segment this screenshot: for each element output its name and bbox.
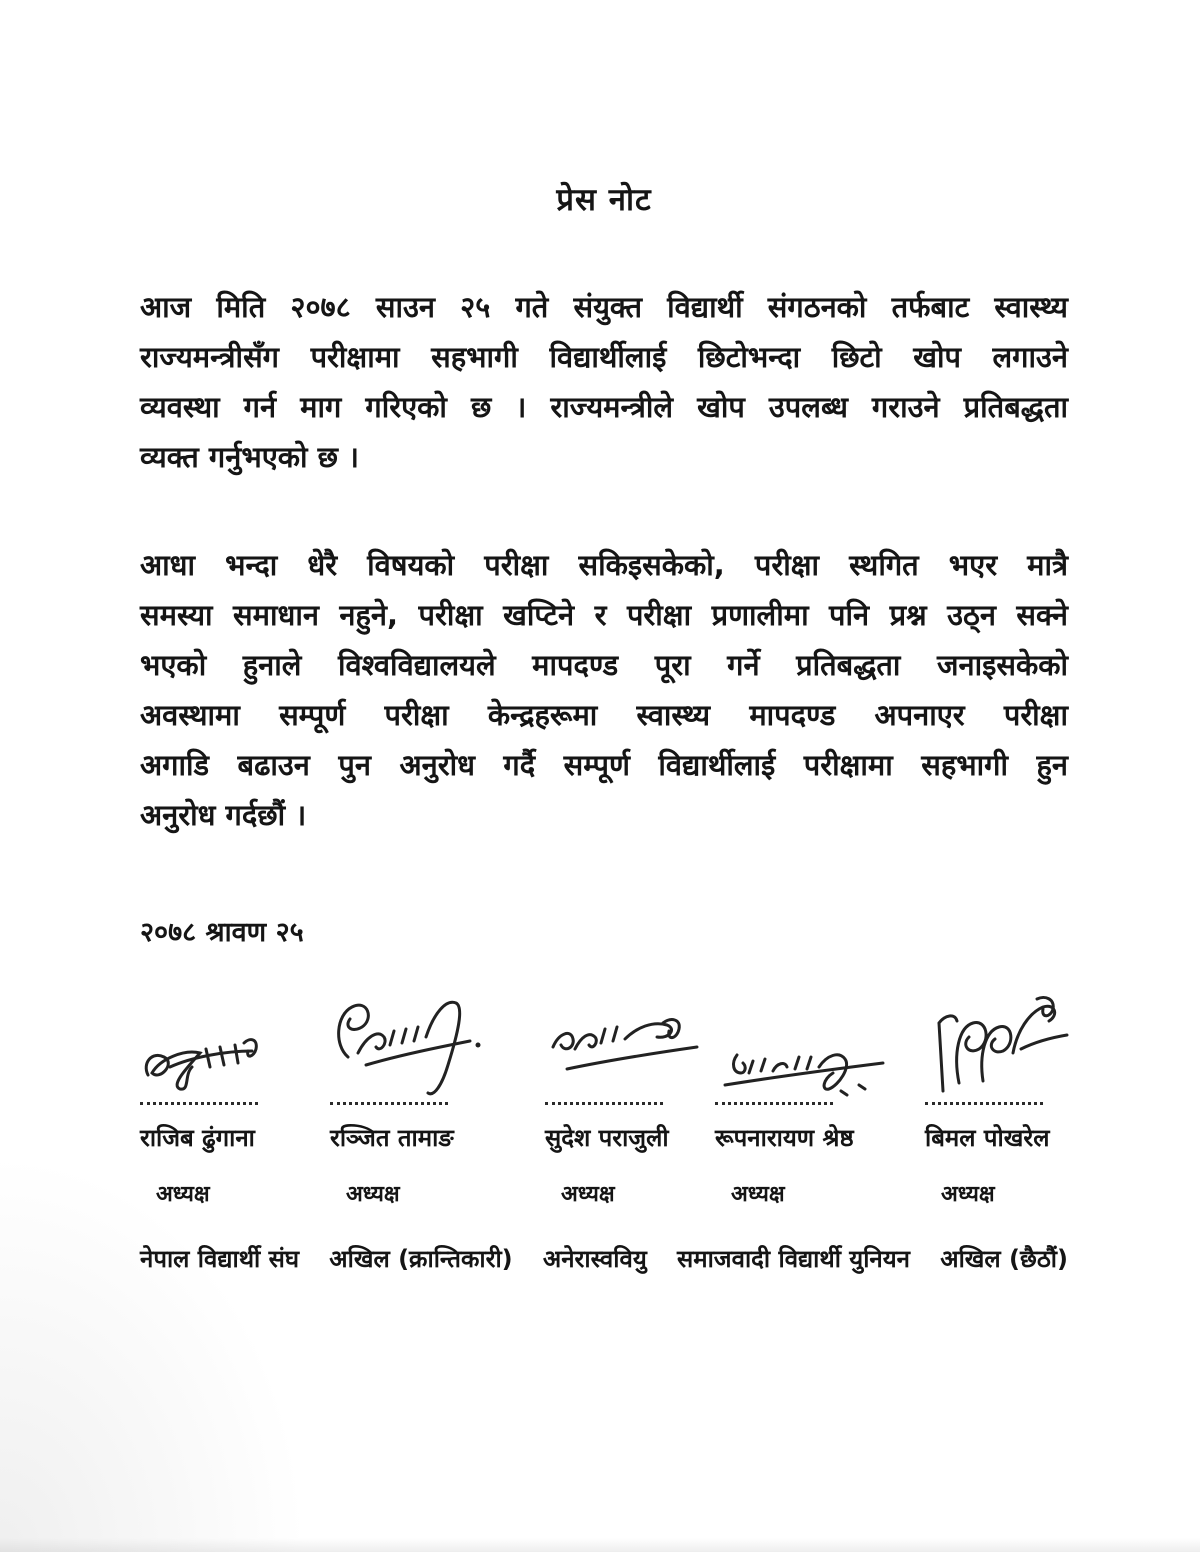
signer-name: राजिब ढुंगाना xyxy=(140,1124,255,1152)
signature-cell xyxy=(330,995,545,1105)
paragraph-line: अगाडि बढाउन पुन अनुरोध गर्दै सम्पूर्ण विद्यार्थीलाई परीक्षामा सहभागी हुन xyxy=(140,748,1068,782)
organization-name: अखिल (छैठौं) xyxy=(940,1245,1068,1273)
paragraph-1 xyxy=(140,282,1068,482)
signature-4-icon xyxy=(715,1033,900,1103)
signer-role: अध्यक्ष xyxy=(156,1182,210,1207)
paragraph-line: भएको हुनाले विश्वविद्यालयले मापदण्ड पूरा गर्ने प्रतिबद्धता जनाइसकेको xyxy=(140,648,1068,682)
signer-roles-row xyxy=(140,1178,1068,1208)
signature-1-icon xyxy=(140,1023,290,1103)
signature-2-icon xyxy=(330,993,510,1103)
signer-names-row xyxy=(140,1121,1068,1154)
paragraph-line: आधा भन्दा धेरै विषयको परीक्षा सकिइसकेको, परीक्षा स्थगित भएर मात्रै xyxy=(140,548,1068,582)
paragraph-2 xyxy=(140,540,1068,840)
organization-name: अखिल (क्रान्तिकारी) xyxy=(329,1245,513,1273)
paragraph-line: अनुरोध गर्दछौं । xyxy=(140,798,307,832)
signature-cell xyxy=(545,995,715,1105)
signature-cell xyxy=(140,995,330,1105)
signer-role: अध्यक्ष xyxy=(731,1182,785,1207)
organization-name: नेपाल विद्यार्थी संघ xyxy=(140,1245,300,1273)
document-date: २०७८ श्रावण २५ xyxy=(140,917,304,948)
signature-dotted-line xyxy=(545,1102,663,1105)
signatures-row xyxy=(140,995,1068,1105)
signature-dotted-line xyxy=(330,1102,448,1105)
organizations-row xyxy=(140,1242,1068,1275)
paragraph-line: अवस्थामा सम्पूर्ण परीक्षा केन्द्रहरूमा स्वास्थ्य मापदण्ड अपनाएर परीक्षा xyxy=(140,698,1068,732)
signature-5-icon xyxy=(925,993,1075,1103)
signer-name: रूपनारायण श्रेष्ठ xyxy=(715,1124,854,1152)
signature-3-icon xyxy=(545,1013,710,1103)
signer-role: अध्यक्ष xyxy=(941,1182,995,1207)
signer-role: अध्यक्ष xyxy=(346,1182,400,1207)
signer-role: अध्यक्ष xyxy=(561,1182,615,1207)
paragraph-line: आज मिति २०७८ साउन २५ गते संयुक्त विद्यार्थी संगठनको तर्फबाट स्वास्थ्य xyxy=(140,290,1068,324)
signature-cell xyxy=(715,995,925,1105)
paragraph-line: राज्यमन्त्रीसँग परीक्षामा सहभागी विद्यार्थीलाई छिटोभन्दा छिटो खोप लगाउने xyxy=(140,340,1068,374)
organization-name: समाजवादी विद्यार्थी युनियन xyxy=(677,1245,910,1273)
signer-name: रञ्जित तामाङ xyxy=(330,1124,454,1152)
signature-dotted-line xyxy=(140,1102,258,1105)
paragraph-line: समस्या समाधान नहुने, परीक्षा खप्टिने र परीक्षा प्रणालीमा पनि प्रश्न उठ्न सक्ने xyxy=(140,598,1068,632)
organization-name: अनेरास्ववियु xyxy=(542,1245,647,1273)
signature-block xyxy=(140,995,1068,1273)
paragraph-line: व्यक्त गर्नुभएको छ । xyxy=(140,440,360,474)
document-content xyxy=(140,0,1068,1273)
page-title: प्रेस नोट xyxy=(556,182,652,218)
signature-dotted-line xyxy=(925,1102,1043,1105)
signature-dotted-line xyxy=(715,1102,833,1105)
signature-cell xyxy=(925,995,1068,1105)
paragraph-line: व्यवस्था गर्न माग गरिएको छ । राज्यमन्त्रीले खोप उपलब्ध गराउने प्रतिबद्धता xyxy=(140,390,1068,424)
signer-name: बिमल पोखरेल xyxy=(925,1124,1050,1152)
signer-name: सुदेश पराजुली xyxy=(545,1124,669,1152)
